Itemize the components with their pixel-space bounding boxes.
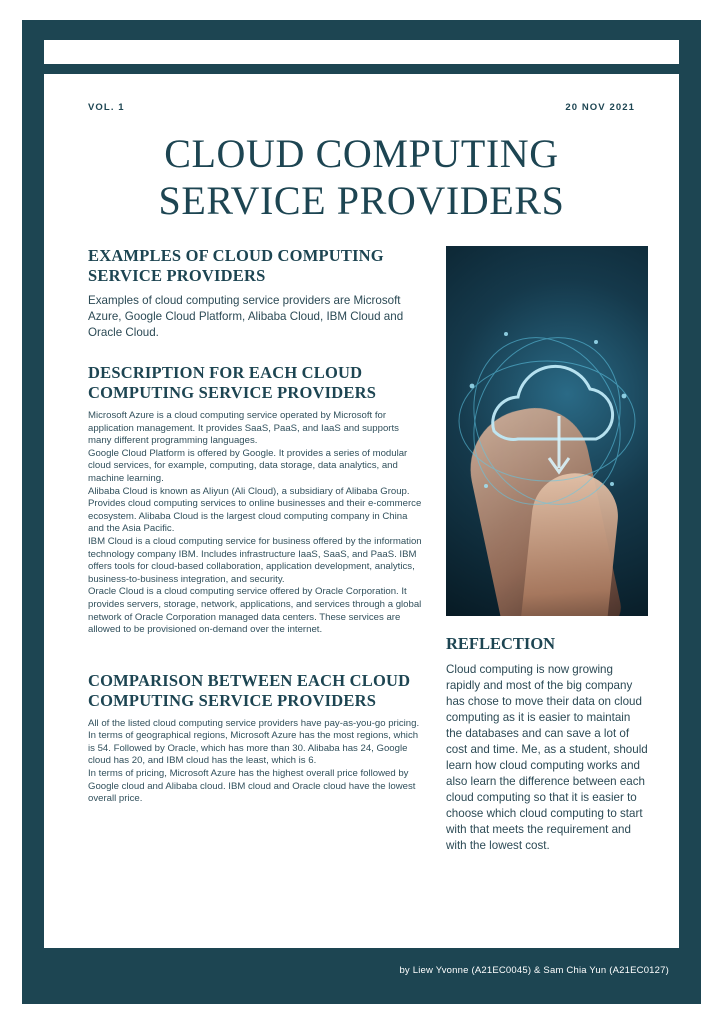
examples-heading: [88, 246, 422, 286]
date-label: 20 NOV 2021: [565, 102, 635, 113]
title-line-2: SERVICE PROVIDERS: [158, 178, 565, 223]
comparison-heading-line-1: COMPARISON BETWEEN EACH CLOUD: [88, 670, 411, 690]
comparison-heading: [88, 671, 422, 711]
description-paragraph: Microsoft Azure is a cloud computing service operated by Microsoft for application management. It provides SaaS, PaaS, and IaaS and supports many different programming languages.: [88, 410, 399, 447]
description-heading-line-2: COMPUTING SERVICE PROVIDERS: [88, 383, 377, 402]
examples-heading-line-1: EXAMPLES OF CLOUD COMPUTING: [88, 246, 384, 265]
page-title: [44, 130, 679, 224]
comparison-paragraph: In terms of geographical regions, Microsoft Azure has the most regions, which is 54. Followed by Oracle, which has more than 30. Alibaba has 24, Google cloud has 20, and IBM cloud has the least, which is 6.: [88, 730, 419, 767]
comparison-heading-line-2: COMPUTING SERVICE PROVIDERS: [88, 690, 377, 710]
examples-heading-line-2: SERVICE PROVIDERS: [88, 266, 266, 285]
footer-credit-bar: [44, 956, 679, 984]
right-column: [446, 246, 648, 854]
description-paragraph: Oracle Cloud is a cloud computing service offered by Oracle Corporation. It provides servers, storage, network, applications, and services through a global network of Oracle Corporation managed data centers. These services are allowed to be provisioned on-demand over the internet.: [88, 586, 422, 636]
left-column: [88, 246, 422, 806]
description-paragraph: Alibaba Cloud is known as Aliyun (Ali Cloud), a subsidiary of Alibaba Group. Provides cloud computing services to online businesses and their e-commerce ecosystem. Alibaba Cloud is the largest cloud computing company in China and the Asia Pacific.: [88, 485, 422, 535]
footer-credit-text: by Liew Yvonne (A21EC0045) & Sam Chia Yun (A21EC0127): [399, 964, 669, 976]
reflection-heading: REFLECTION: [446, 634, 556, 653]
title-line-1: CLOUD COMPUTING: [164, 131, 559, 176]
description-paragraph: IBM Cloud is a cloud computing service for business offered by the information technology company IBM. Includes infrastructure IaaS, SaaS, and PaaS. IBM offers tools for cloud-based collaboration, application development, analytics, business-to-business integration, and security.: [88, 535, 422, 585]
volume-label: VOL. 1: [88, 102, 125, 113]
examples-body: Examples of cloud computing service providers are Microsoft Azure, Google Cloud Platform, Alibaba Cloud, IBM Cloud and Oracle Cloud.: [88, 294, 404, 339]
frame-top-white-bar: [44, 40, 679, 64]
comparison-paragraph: In terms of pricing, Microsoft Azure has the highest overall price followed by Google cloud and Alibaba cloud. IBM cloud and Oracle cloud have the lowest overall price.: [88, 768, 416, 805]
reflection-body: Cloud computing is now growing rapidly and most of the big company has chose to move their data on cloud computing as it is easier to maintain the databases and can save a lot of cost and time. Me, as a student, should learn how cloud computing works and also learn the difference between each cloud computing so that it is easier to choose which cloud computing to start with that meets the requirement and with the lowest cost.: [446, 663, 648, 852]
comparison-paragraph: All of the listed cloud computing service providers have pay-as-you-go pricing.: [88, 717, 420, 729]
description-paragraph: Google Cloud Platform is offered by Google. It provides a series of modular cloud services, for example, computing, data storage, data analytics, and machine learning.: [88, 447, 408, 484]
description-heading: [88, 363, 422, 403]
masthead: [88, 102, 635, 113]
description-heading-line-1: DESCRIPTION FOR EACH CLOUD: [88, 363, 363, 382]
cloud-computing-photo: [446, 246, 648, 616]
cloud-icon: [446, 246, 648, 616]
content-panel: [44, 74, 679, 948]
